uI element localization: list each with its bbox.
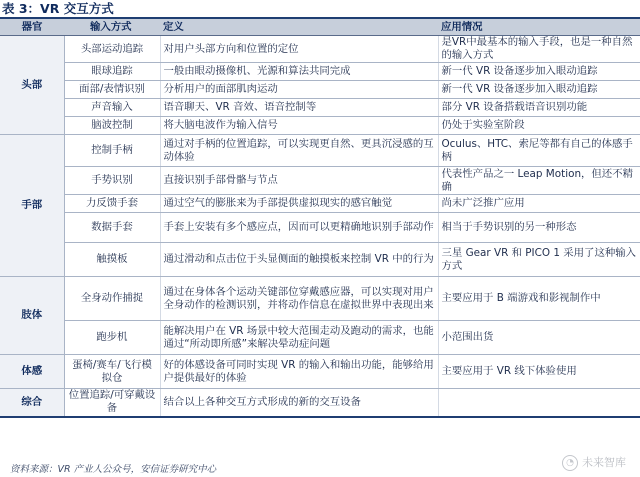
application-cell: 代表性产品之一 Leap Motion，但还不精确 bbox=[438, 167, 640, 195]
category-cell: 头部 bbox=[0, 36, 64, 135]
definition-cell: 手套上安装有多个感应点，因而可以更精确地识别手部动作 bbox=[160, 213, 438, 243]
definition-cell: 通过滑动和点击位于头显侧面的触摸板来控制 VR 中的行为 bbox=[160, 243, 438, 277]
category-cell: 综合 bbox=[0, 389, 64, 417]
mode-cell: 力反馈手套 bbox=[64, 195, 160, 213]
mode-cell: 触摸板 bbox=[64, 243, 160, 277]
application-cell: 是VR中最基本的输入手段，也是一种自然的输入方式 bbox=[438, 36, 640, 63]
mode-cell: 控制手柄 bbox=[64, 135, 160, 167]
definition-cell: 能解决用户在 VR 场景中较大范围走动及跑动的需求，也能通过“所动即所感”来解决晕动症问题 bbox=[160, 321, 438, 355]
table-row bbox=[0, 389, 640, 417]
table-row bbox=[0, 63, 640, 81]
table-row bbox=[0, 167, 640, 195]
table-row bbox=[0, 321, 640, 355]
watermark-logo-icon: ◔ bbox=[562, 455, 578, 471]
mode-cell: 面部/表情识别 bbox=[64, 81, 160, 99]
category-cell: 肢体 bbox=[0, 277, 64, 355]
definition-cell: 将大脑电波作为输入信号 bbox=[160, 117, 438, 135]
watermark bbox=[562, 455, 626, 471]
definition-cell: 通过在身体各个运动关键部位穿戴感应器，可以实现对用户全身动作的检测识别，并将动作信息在虚拟世界中表现出来 bbox=[160, 277, 438, 321]
application-cell: 仍处于实验室阶段 bbox=[438, 117, 640, 135]
category-cell: 体感 bbox=[0, 355, 64, 389]
header-mode: 输入方式 bbox=[64, 19, 160, 36]
source-note: 资料来源：VR 产业人公众号，安信证券研究中心 bbox=[10, 464, 217, 475]
watermark-text: 未来智库 bbox=[582, 456, 626, 469]
table-row bbox=[0, 213, 640, 243]
table-row bbox=[0, 135, 640, 167]
table-row bbox=[0, 99, 640, 117]
application-cell: 新一代 VR 设备逐步加入眼动追踪 bbox=[438, 63, 640, 81]
definition-cell: 通过对手柄的位置追踪，可以实现更自然、更具沉浸感的互动体验 bbox=[160, 135, 438, 167]
application-cell: Oculus、HTC、索尼等都有自己的体感手柄 bbox=[438, 135, 640, 167]
application-cell: 三星 Gear VR 和 PICO 1 采用了这种输入方式 bbox=[438, 243, 640, 277]
mode-cell: 脑波控制 bbox=[64, 117, 160, 135]
mode-cell: 蛋椅/赛车/飞行模拟仓 bbox=[64, 355, 160, 389]
mode-cell: 手势识别 bbox=[64, 167, 160, 195]
application-cell: 主要应用于 VR 线下体验使用 bbox=[438, 355, 640, 389]
definition-cell: 结合以上各种交互方式形成的新的交互设备 bbox=[160, 389, 438, 417]
table-header-row bbox=[0, 19, 640, 36]
application-cell: 小范围出货 bbox=[438, 321, 640, 355]
table-title: 表 3：VR 交互方式 bbox=[2, 1, 114, 16]
definition-cell: 直接识别手部骨骼与节点 bbox=[160, 167, 438, 195]
mode-cell: 位置追踪/可穿戴设备 bbox=[64, 389, 160, 417]
interaction-table bbox=[0, 19, 640, 418]
table-row bbox=[0, 81, 640, 99]
mode-cell: 全身动作捕捉 bbox=[64, 277, 160, 321]
application-cell: 相当于手势识别的另一种形态 bbox=[438, 213, 640, 243]
table-row bbox=[0, 243, 640, 277]
application-cell: 尚未广泛推广应用 bbox=[438, 195, 640, 213]
table-row bbox=[0, 355, 640, 389]
header-application: 应用情况 bbox=[438, 19, 640, 36]
definition-cell: 对用户头部方向和位置的定位 bbox=[160, 36, 438, 63]
table-row bbox=[0, 36, 640, 63]
table-row bbox=[0, 117, 640, 135]
header-category: 器官 bbox=[0, 19, 64, 36]
definition-cell: 通过空气的膨胀来为手部提供虚拟现实的感官触觉 bbox=[160, 195, 438, 213]
mode-cell: 数据手套 bbox=[64, 213, 160, 243]
application-cell: 主要应用于 B 端游戏和影视制作中 bbox=[438, 277, 640, 321]
mode-cell: 头部运动追踪 bbox=[64, 36, 160, 63]
definition-cell: 分析用户的面部肌肉运动 bbox=[160, 81, 438, 99]
application-cell: 新一代 VR 设备逐步加入眼动追踪 bbox=[438, 81, 640, 99]
application-cell: 部分 VR 设备搭载语音识别功能 bbox=[438, 99, 640, 117]
definition-cell: 好的体感设备可同时实现 VR 的输入和输出功能，能够给用户提供最好的体验 bbox=[160, 355, 438, 389]
table-row bbox=[0, 195, 640, 213]
table-row bbox=[0, 277, 640, 321]
header-definition: 定义 bbox=[160, 19, 438, 36]
definition-cell: 语音聊天、VR 音效、语音控制等 bbox=[160, 99, 438, 117]
application-cell bbox=[438, 389, 640, 417]
definition-cell: 一般由眼动摄像机、光源和算法共同完成 bbox=[160, 63, 438, 81]
category-cell: 手部 bbox=[0, 135, 64, 277]
mode-cell: 眼球追踪 bbox=[64, 63, 160, 81]
mode-cell: 声音输入 bbox=[64, 99, 160, 117]
mode-cell: 跑步机 bbox=[64, 321, 160, 355]
